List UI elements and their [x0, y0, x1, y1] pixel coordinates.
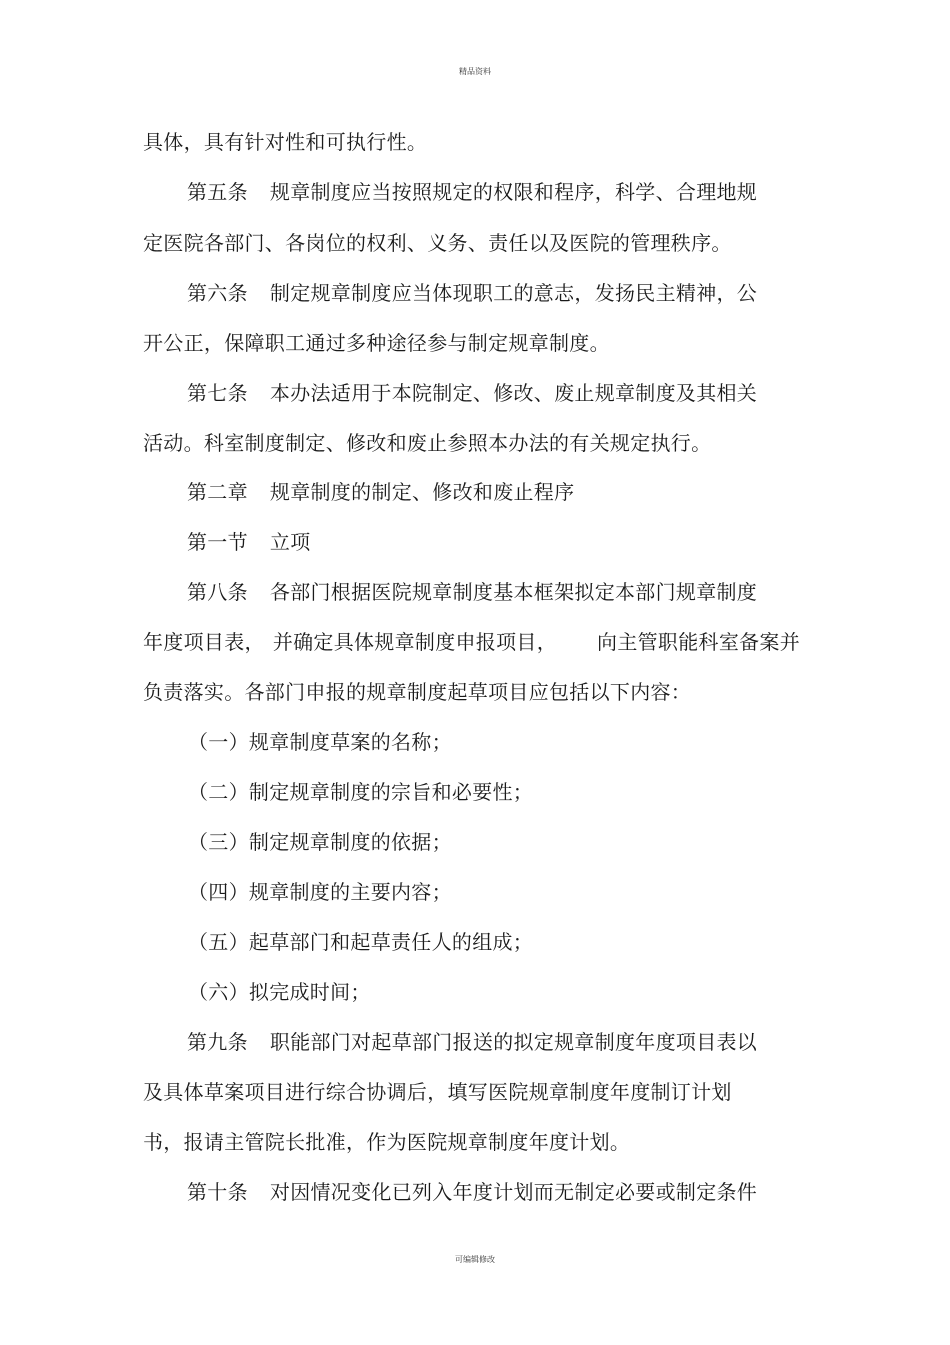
text-line: 活动。科室制度制定、修改和废止参照本办法的有关规定执行。	[143, 431, 712, 455]
section-label: 第一节	[187, 530, 248, 554]
article-9-line	[187, 1028, 757, 1056]
article-heading: 第八条	[187, 580, 248, 604]
list-item: （六）拟完成时间；	[188, 980, 371, 1004]
list-item: （四）规章制度的主要内容；	[188, 880, 452, 904]
text-segment: 年度项目表，	[143, 630, 265, 654]
list-item: （二）制定规章制度的宗旨和必要性；	[188, 780, 534, 804]
article-text: 规章制度应当按照规定的权限和程序，科学、合理地规	[269, 180, 758, 204]
article-heading: 第五条	[187, 180, 248, 204]
article-7-line	[187, 379, 757, 407]
text-line: 书，报请主管院长批准，作为医院规章制度年度计划。	[143, 1130, 631, 1154]
text-segment: 向主管职能科室备案并	[597, 630, 801, 654]
text-line: 定医院各部门、各岗位的权利、义务、责任以及医院的管理秩序。	[143, 231, 732, 255]
article-heading: 第九条	[187, 1030, 248, 1054]
article-10-line	[187, 1178, 757, 1206]
article-heading: 第七条	[187, 381, 248, 405]
text-segment: 并确定具体规章制度申报项目，	[272, 630, 558, 654]
article-6-line	[187, 279, 757, 307]
article-text: 制定规章制度应当体现职工的意志，发扬民主精神，公	[269, 281, 758, 305]
chapter-title: 规章制度的制定、修改和废止程序	[269, 480, 575, 504]
list-item: （五）起草部门和起草责任人的组成；	[188, 930, 534, 954]
article-heading: 第六条	[187, 281, 248, 305]
page-header: 精品资料	[459, 67, 491, 76]
article-8-line	[187, 578, 757, 606]
article-text: 对因情况变化已列入年度计划而无制定必要或制定条件	[269, 1180, 758, 1204]
text-line: 具体，具有针对性和可执行性。	[143, 130, 428, 154]
article-heading: 第十条	[187, 1180, 248, 1204]
text-line: 及具体草案项目进行综合协调后，填写医院规章制度年度制订计划	[143, 1080, 732, 1104]
section-title: 立项	[269, 530, 311, 554]
article-text: 职能部门对起草部门报送的拟定规章制度年度项目表以	[269, 1030, 758, 1054]
article-text: 各部门根据医院规章制度基本框架拟定本部门规章制度	[269, 580, 758, 604]
article-text: 本办法适用于本院制定、修改、废止规章制度及其相关	[269, 381, 758, 405]
article-5-line	[187, 178, 757, 206]
text-line	[143, 628, 800, 656]
chapter-label: 第二章	[187, 480, 248, 504]
page-footer: 可编辑修改	[455, 1255, 495, 1264]
text-line: 负责落实。各部门申报的规章制度起草项目应包括以下内容：	[143, 680, 692, 704]
section-1-heading	[187, 528, 311, 556]
list-item: （一）规章制度草案的名称；	[188, 730, 452, 754]
text-line: 开公正，保障职工通过多种途径参与制定规章制度。	[143, 331, 610, 355]
chapter-2-heading	[187, 478, 574, 506]
list-item: （三）制定规章制度的依据；	[188, 830, 452, 854]
